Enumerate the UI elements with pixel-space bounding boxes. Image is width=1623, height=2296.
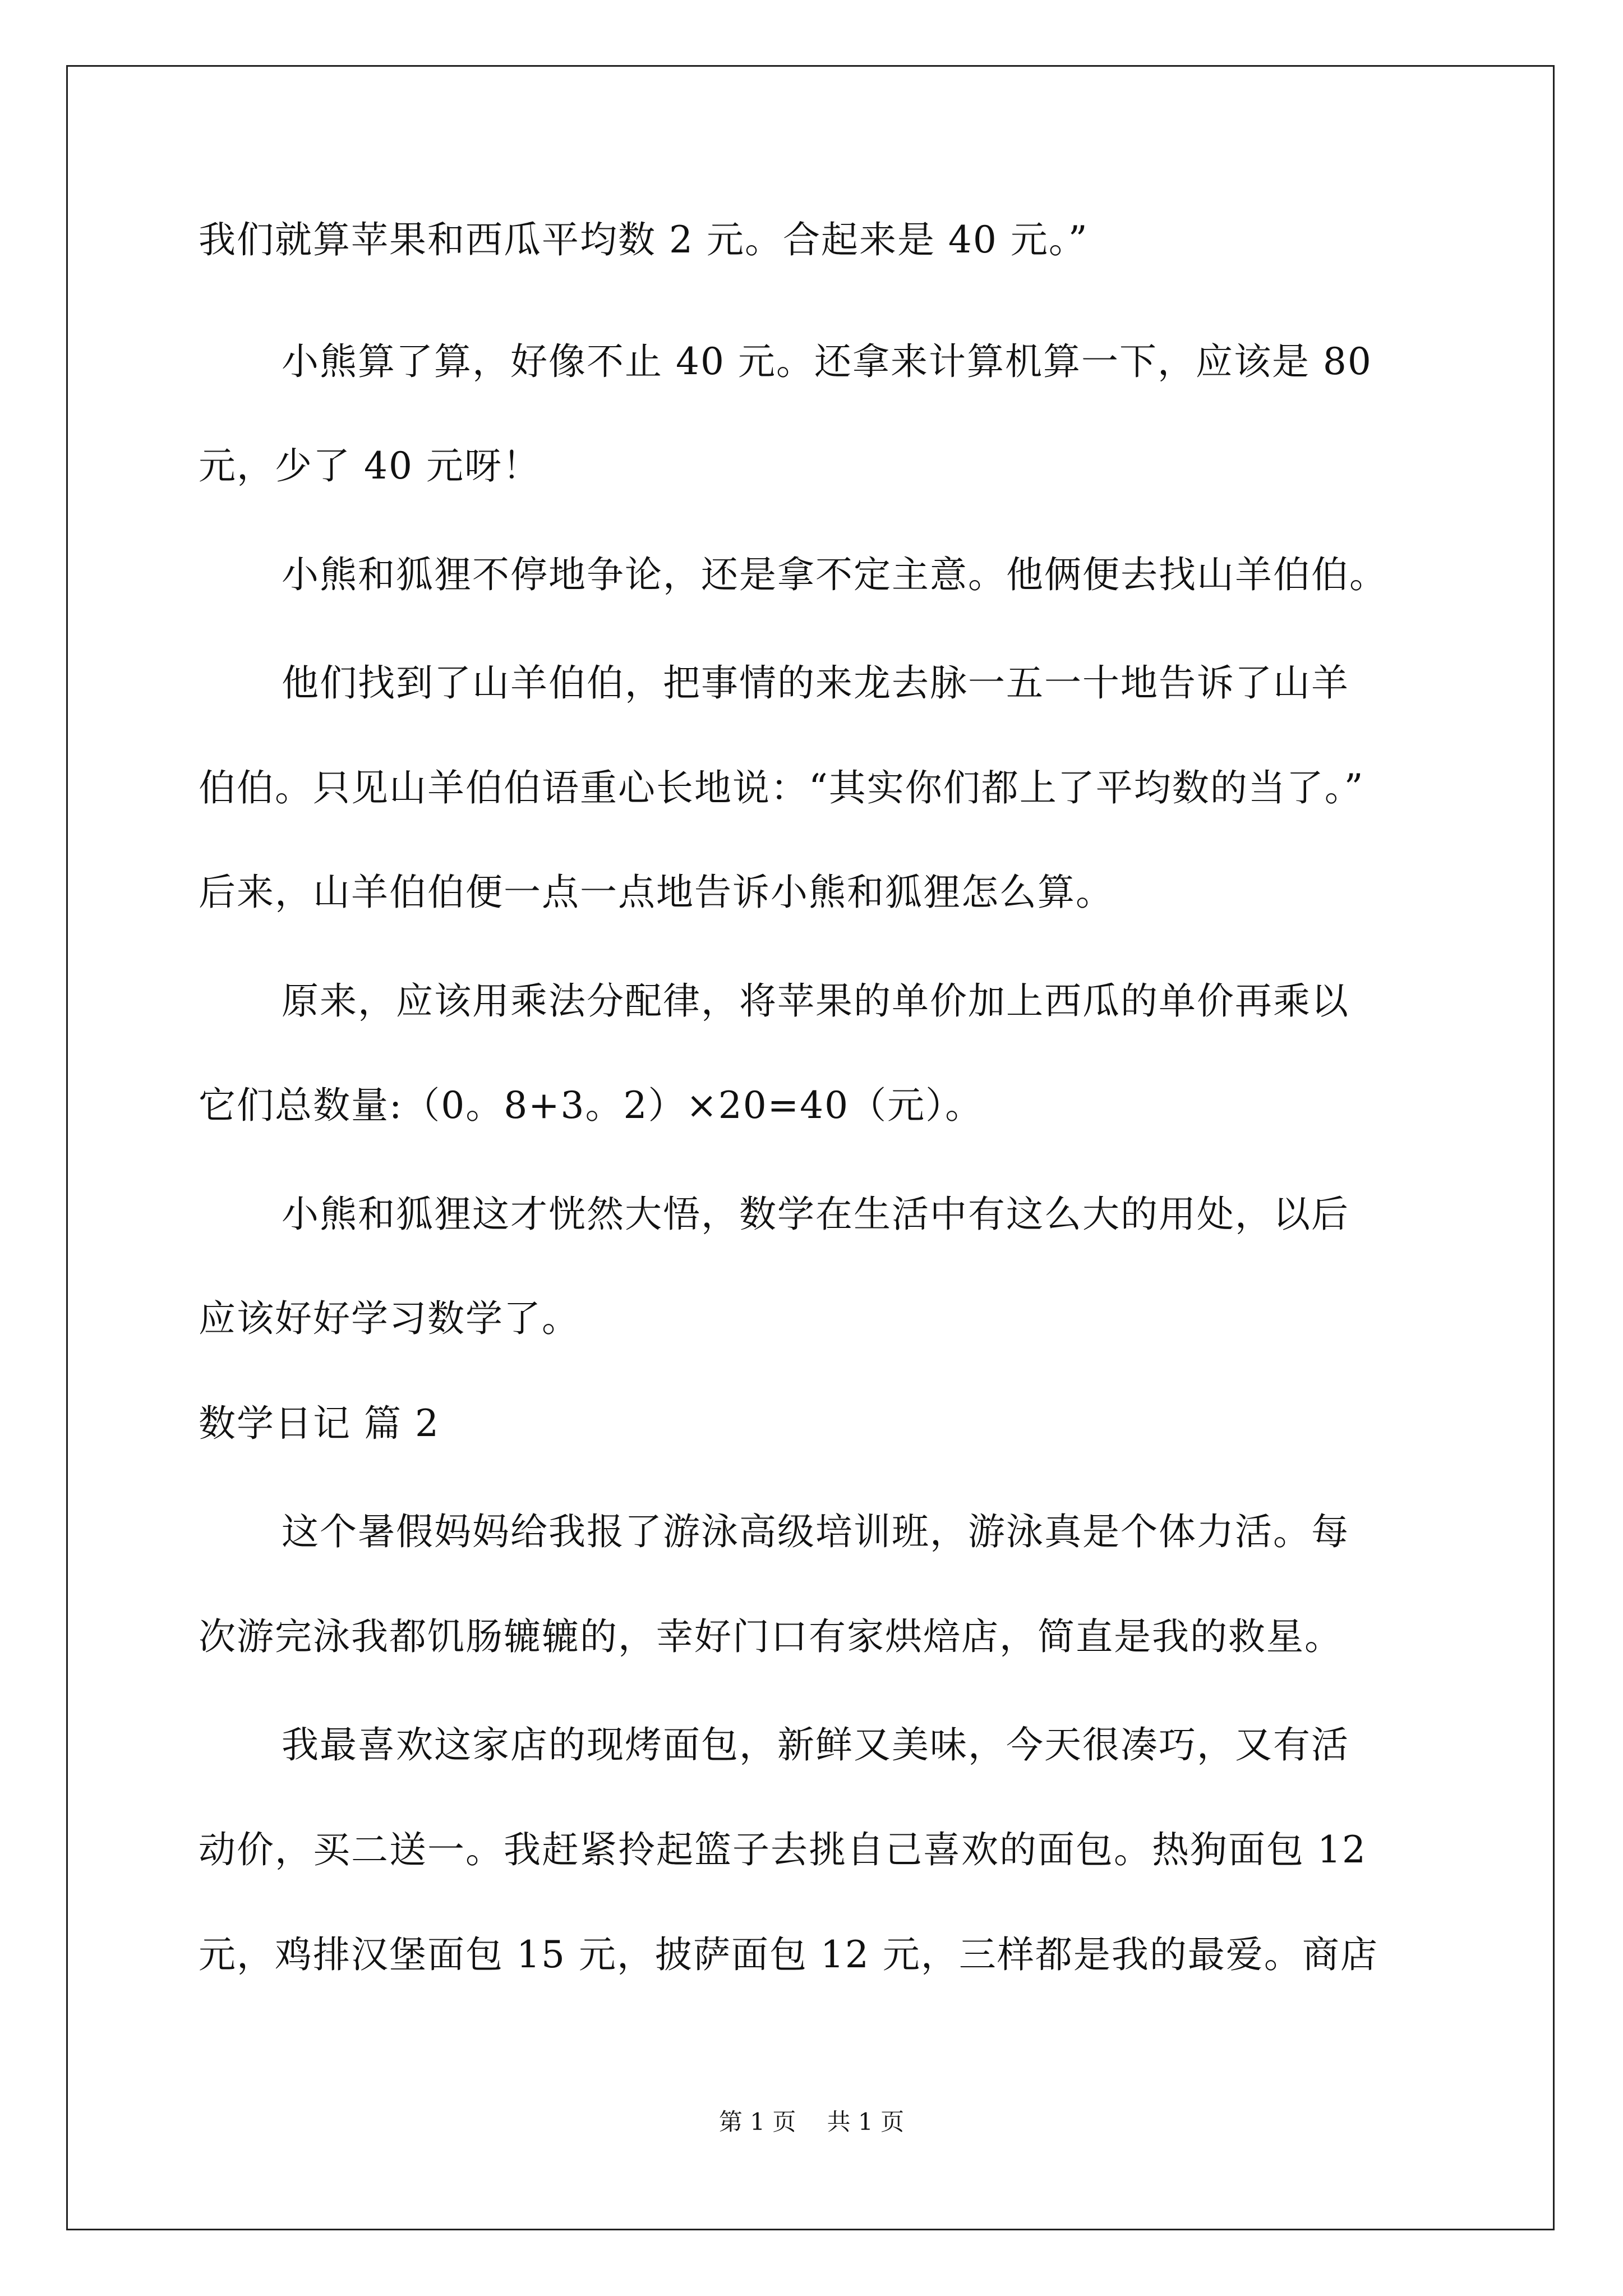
text-line: 我们就算苹果和西瓜平均数 2 元。合起来是 40 元。” [199,218,1089,261]
text-line: 小熊和狐狸这才恍然大悟，数学在生活中有这么大的用处，以后 [282,1193,1349,1236]
text-line: 我最喜欢这家店的现烤面包，新鲜又美味，今天很凑巧，又有活 [282,1723,1349,1766]
page-number-footer: 第 1 页 共 1 页 [718,2108,905,2136]
text-line: 次游完泳我都饥肠辘辘的，幸好门口有家烘焙店，简直是我的救星。 [199,1615,1343,1658]
text-line: 小熊算了算，好像不止 40 元。还拿来计算机算一下，应该是 80 [282,340,1372,383]
text-line: 它们总数量:（0。8+3。2）×20=40（元）。 [199,1084,984,1127]
text-line: 元，鸡排汉堡面包 15 元，披萨面包 12 元，三样都是我的最爱。商店 [199,1933,1378,1976]
text-line: 他们找到了山羊伯伯，把事情的来龙去脉一五一十地告诉了山羊 [282,661,1349,705]
text-line: 原来，应该用乘法分配律，将苹果的单价加上西瓜的单价再乘以 [282,979,1349,1023]
text-line: 动价，买二送一。我赶紧拎起篮子去挑自己喜欢的面包。热狗面包 12 [199,1828,1367,1871]
text-line: 这个暑假妈妈给我报了游泳高级培训班，游泳真是个体力活。每 [282,1510,1349,1553]
section-heading: 数学日记 篇 2 [199,1402,440,1445]
text-line: 伯伯。只见山羊伯伯语重心长地说：“其实你们都上了平均数的当了。” [199,766,1364,809]
text-line: 小熊和狐狸不停地争论，还是拿不定主意。他俩便去找山羊伯伯。 [282,553,1387,596]
text-line: 元，少了 40 元呀！ [199,444,541,487]
text-line: 应该好好学习数学了。 [199,1297,580,1340]
page-border [66,65,1555,2230]
text-line: 后来，山羊伯伯便一点一点地告诉小熊和狐狸怎么算。 [199,871,1114,914]
